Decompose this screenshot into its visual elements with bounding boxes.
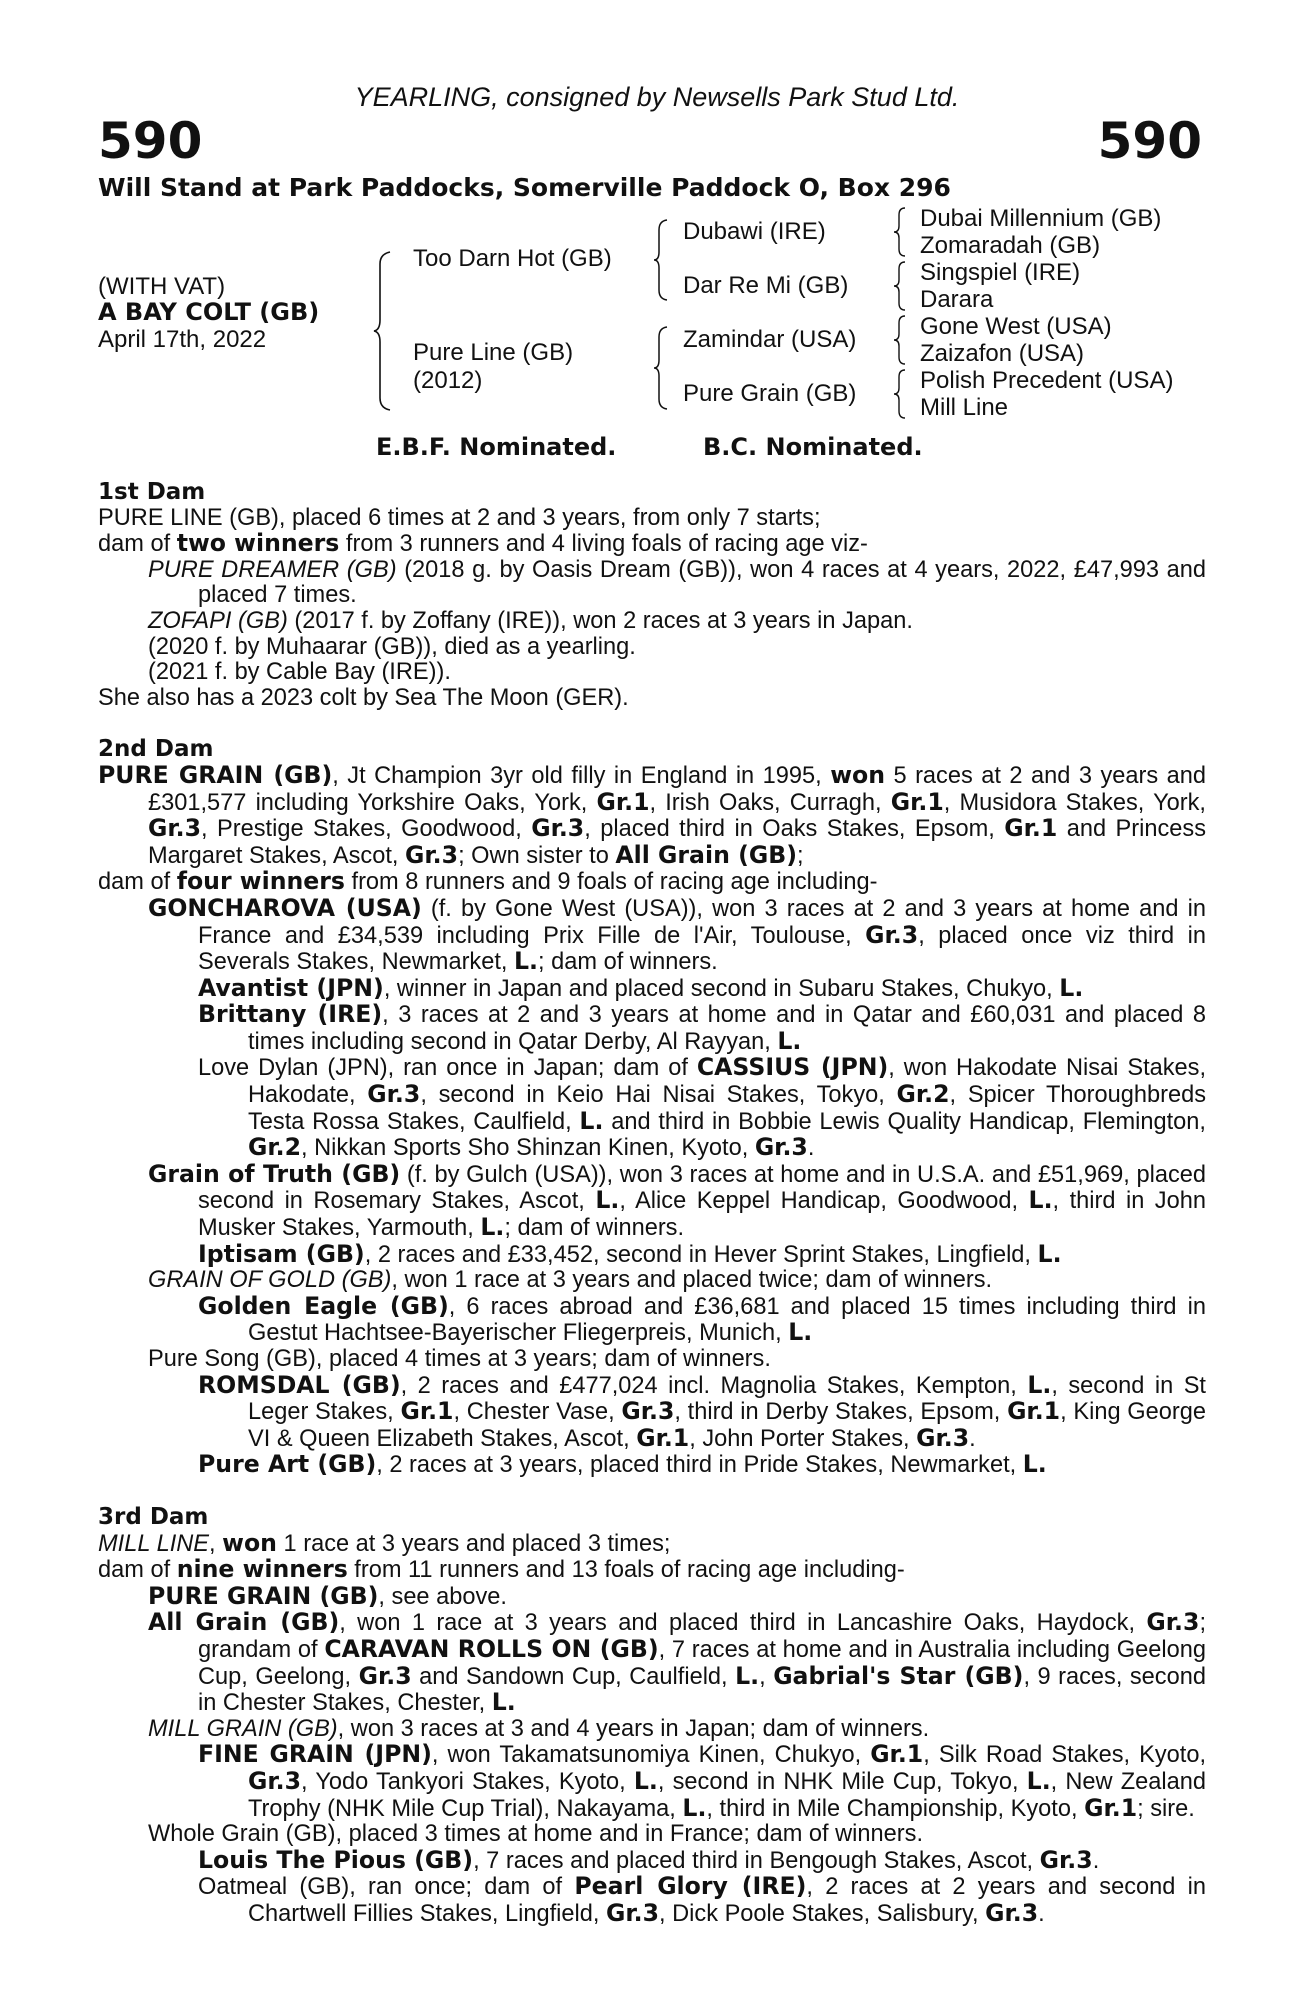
text-run: (f. by Gone West (USA)), won 3 races at 2 and 3 years at home and in France and £34,539 including Prix Fille de l'Air, Toulouse,: [198, 895, 1206, 949]
bold-run: Gr.3: [405, 840, 459, 869]
bold-run: Gr.3: [531, 814, 585, 843]
record-line: [98, 609, 1206, 635]
bold-run: Gr.1: [890, 787, 944, 816]
brace-gen3-3: [893, 314, 907, 366]
text-run: ,: [759, 1663, 774, 1690]
dam-dam: Pure Grain (GB): [683, 380, 857, 407]
text-run: dam of: [98, 869, 177, 896]
record-line: [98, 531, 1206, 558]
text-run: .: [1038, 1900, 1045, 1927]
bold-run: Gr.3: [358, 1661, 412, 1690]
bc-nominated: B.C. Nominated.: [703, 433, 923, 461]
record-line: [98, 869, 1206, 896]
lot-number-right: 590: [1097, 112, 1202, 170]
gen3-sdd: Darara: [920, 286, 994, 313]
record-line: [98, 1347, 1206, 1373]
bold-run: Gr.1: [1084, 1793, 1138, 1822]
sire: Too Darn Hot (GB): [413, 245, 612, 272]
bold-run: Gr.1: [400, 1397, 454, 1426]
ebf-nominated: E.B.F. Nominated.: [376, 433, 617, 461]
brace-gen3-1: [893, 206, 907, 258]
vat-note: (WITH VAT): [98, 273, 226, 300]
text-run: , third in Derby Stakes, Epsom,: [674, 1399, 1008, 1426]
bold-run: Gr.1: [596, 787, 650, 816]
text-run: , 2 races and £477,024 incl. Magnolia Stakes, Kempton,: [400, 1372, 1028, 1399]
text-run: from 8 runners and 9 foals of racing age including-: [344, 869, 878, 896]
bold-run: L.: [735, 1661, 760, 1690]
produce-record: [98, 480, 1206, 1927]
bold-run: L.: [1059, 973, 1084, 1002]
bold-run: L.: [788, 1318, 813, 1347]
text-run: Oatmeal (GB), ran once; dam of: [198, 1874, 575, 1901]
bold-run: Gr.3: [916, 1423, 970, 1452]
text-run: Pure Song (GB), placed 4 times at 3 years; dam of winners.: [148, 1346, 771, 1372]
text-run: , won 3 races at 3 and 4 years in Japan; dam of winners.: [337, 1715, 930, 1742]
lot-number-left: 590: [98, 112, 203, 170]
bold-run: Gr.3: [754, 1133, 808, 1162]
text-run: , Irish Oaks, Curragh,: [649, 789, 891, 816]
bold-run: Gr.3: [865, 920, 919, 949]
record-line: [98, 1845, 1206, 1875]
bold-run: Avantist (JPN): [198, 973, 384, 1002]
bold-run: ROMSDAL (GB): [198, 1370, 401, 1399]
bold-run: L.: [777, 1026, 802, 1055]
text-run: , Yodo Tankyori Stakes, Kyoto,: [301, 1768, 634, 1795]
bold-run: two winners: [176, 529, 340, 558]
dam-year: (2012): [413, 367, 483, 394]
gen3-sss: Dubai Millennium (GB): [920, 205, 1162, 232]
text-run: , 3 races at 2 and 3 years at home and in Qatar and £60,031 and placed 8 times including second in Qatar Derby, Al Rayyan,: [248, 1002, 1206, 1055]
bold-run: L.: [1027, 1370, 1052, 1399]
bold-run: Gr.3: [985, 1898, 1039, 1927]
bold-run: L.: [514, 947, 539, 976]
bold-run: Golden Eagle (GB): [198, 1291, 449, 1320]
bold-run: Gr.3: [367, 1080, 421, 1109]
record-line: [98, 1239, 1206, 1269]
bold-run: L.: [633, 1766, 658, 1795]
text-run: , second in NHK Mile Cup, Tokyo,: [657, 1768, 1027, 1795]
gen3-ssd: Zomaradah (GB): [920, 232, 1101, 259]
record-line: [98, 1528, 1206, 1558]
text-run: , winner in Japan and placed second in Subaru Stakes, Chukyo,: [383, 975, 1060, 1002]
bold-run: All Grain (GB): [148, 1608, 340, 1637]
text-run: ; sire.: [1137, 1795, 1195, 1822]
text-run: , won 1 race at 3 years and placed third in Lancashire Oaks, Haydock,: [339, 1610, 1147, 1637]
text-run: dam of: [98, 531, 177, 558]
bold-run: CARAVAN ROLLS ON (GB): [324, 1634, 659, 1663]
sire-dam-brace: [372, 250, 394, 412]
bold-run: Gr.1: [1007, 1397, 1061, 1426]
text-run: , Nikkan Sports Sho Shinzan Kinen, Kyoto,: [301, 1135, 755, 1162]
gen3-dsd: Zaizafon (USA): [920, 340, 1085, 367]
foaling-date: April 17th, 2022: [98, 326, 267, 353]
italic-run: PURE DREAMER (GB): [148, 556, 397, 583]
text-run: , second in Keio Hai Nisai Stakes, Tokyo,: [420, 1082, 897, 1109]
bold-run: L.: [579, 1106, 604, 1135]
record-line: [98, 660, 1206, 686]
record-line: [98, 1055, 1206, 1161]
bold-run: Gr.2: [896, 1080, 950, 1109]
italic-run: GRAIN OF GOLD (GB): [148, 1267, 392, 1294]
record-line: [98, 1159, 1206, 1242]
consignor-line: YEARLING, consigned by Newsells Park Stud Ltd.: [354, 82, 960, 112]
stand-location: Will Stand at Park Paddocks, Somerville Paddock O, Box 296: [98, 173, 951, 202]
record-line: [98, 1742, 1206, 1822]
bold-run: Brittany (IRE): [198, 1000, 383, 1029]
text-run: , second in St Leger Stakes,: [248, 1372, 1206, 1426]
text-run: , King George VI & Queen Elizabeth Stakes, Ascot,: [248, 1399, 1206, 1452]
text-run: 5 races at 2 and 3 years and £301,577 including Yorkshire Oaks, York,: [148, 762, 1206, 816]
bold-run: Pearl Glory (IRE): [574, 1872, 807, 1901]
sire-dam: Dar Re Mi (GB): [683, 272, 849, 299]
bold-run: L.: [1026, 1766, 1051, 1795]
bold-run: L.: [491, 1688, 516, 1717]
bold-run: Louis The Pious (GB): [198, 1845, 474, 1874]
record-line: [98, 1268, 1206, 1294]
gen3-dds: Polish Precedent (USA): [920, 367, 1174, 394]
record-line: [98, 1370, 1206, 1453]
brace-gen3-4: [893, 368, 907, 420]
text-run: , Spicer Thoroughbreds Testa Rossa Stakes, Caulfield,: [248, 1082, 1206, 1135]
text-run: (2018 g. by Oasis Dream (GB)), won 4 races at 4 years, 2022, £47,993 and placed 7 times.: [198, 556, 1206, 609]
text-run: , Jt Champion 3yr old filly in England in 1995,: [332, 762, 831, 789]
text-run: (f. by Gulch (USA)), won 3 races at home and in U.S.A. and £51,969, placed second in Rosemary Stakes, Ascot,: [198, 1161, 1206, 1215]
record-line: [98, 1452, 1206, 1479]
bold-run: Iptisam (GB): [198, 1239, 365, 1268]
bold-run: Gr.3: [1146, 1608, 1200, 1637]
text-run: , third in Mile Championship, Kyoto,: [706, 1795, 1085, 1822]
text-run: ; grandam of: [198, 1610, 1206, 1663]
text-run: , Alice Keppel Handicap, Goodwood,: [619, 1188, 1029, 1215]
record-line: [98, 1581, 1206, 1611]
horse-name: A BAY COLT (GB): [98, 298, 320, 326]
text-run: , 7 races at home and in Australia including Geelong Cup, Geelong,: [198, 1636, 1206, 1690]
text-run: , Musidora Stakes, York,: [943, 789, 1206, 816]
dam-sire: Zamindar (USA): [683, 326, 857, 353]
gen3-ddd: Mill Line: [920, 394, 1009, 421]
text-run: , 9 races, second in Chester Stakes, Chester,: [198, 1663, 1206, 1717]
bold-run: L.: [595, 1186, 620, 1215]
record-line: [98, 1557, 1206, 1584]
bold-run: Gr.1: [1004, 814, 1058, 843]
italic-run: ZOFAPI (GB): [148, 607, 288, 634]
record-line: [98, 558, 1206, 609]
text-run: and Sandown Cup, Caulfield,: [411, 1663, 736, 1690]
text-run: from 11 runners and 13 foals of racing age including-: [347, 1557, 905, 1584]
record-line: [98, 893, 1206, 976]
section-heading: 3rd Dam: [98, 1503, 209, 1530]
text-run: , New Zealand Trophy (NHK Mile Cup Trial), Nakayama,: [248, 1768, 1207, 1822]
record-line: [98, 686, 1206, 712]
record-line: [98, 506, 1206, 532]
gen3-dss: Gone West (USA): [920, 313, 1112, 340]
bold-run: Gr.3: [606, 1898, 660, 1927]
text-run: .: [807, 1135, 815, 1162]
text-run: Love Dylan (JPN), ran once in Japan; dam of: [198, 1055, 697, 1082]
dam-line-brace: [652, 325, 670, 411]
record-line: [98, 1822, 1206, 1848]
bold-run: GONCHAROVA (USA): [148, 893, 422, 922]
italic-run: MILL GRAIN (GB): [148, 1715, 338, 1742]
bold-run: L.: [1022, 1450, 1047, 1479]
text-run: , Prestige Stakes, Goodwood,: [201, 816, 532, 843]
section-heading: 1st Dam: [98, 479, 206, 505]
bold-run: four winners: [176, 867, 345, 896]
bold-run: won: [222, 1528, 277, 1557]
bold-run: FINE GRAIN (JPN): [198, 1740, 432, 1769]
text-run: from 3 runners and 4 living foals of racing age viz-: [339, 531, 868, 558]
bold-run: L.: [682, 1793, 707, 1822]
dam: Pure Line (GB): [413, 339, 574, 366]
text-run: , 7 races and placed third in Bengough Stakes, Ascot,: [473, 1847, 1040, 1874]
bold-run: won: [830, 760, 885, 789]
text-run: She also has a 2023 colt by Sea The Moon (GER).: [98, 684, 629, 711]
bold-run: PURE GRAIN (GB): [148, 1581, 379, 1610]
text-run: , won Hakodate Nisai Stakes, Hakodate,: [248, 1055, 1207, 1109]
text-run: ; dam of winners.: [504, 1215, 685, 1242]
record-line: [98, 635, 1206, 661]
text-run: Whole Grain (GB), placed 3 times at home and in France; dam of winners.: [148, 1821, 923, 1848]
text-run: , Silk Road Stakes, Kyoto,: [923, 1742, 1206, 1769]
text-run: , 2 races at 3 years, placed third in Pride Stakes, Newmarket,: [376, 1452, 1023, 1479]
record-line: [98, 760, 1206, 869]
bold-run: Gabrial's Star (GB): [773, 1661, 1024, 1690]
bold-run: L.: [1028, 1186, 1053, 1215]
gen3-sds: Singspiel (IRE): [920, 259, 1081, 286]
bold-run: Gr.1: [870, 1740, 924, 1769]
text-run: ; Own sister to: [458, 842, 616, 869]
text-run: , 6 races abroad and £36,681 and placed 15 times including third in Gestut Hachtsee-Bayerischer Fliegerpreis, Munich,: [248, 1293, 1206, 1347]
bold-run: Gr.1: [636, 1423, 690, 1452]
bold-run: L.: [480, 1213, 505, 1242]
text-run: 1 race at 3 years and placed 3 times;: [276, 1530, 671, 1557]
record-line: [98, 1874, 1206, 1927]
bold-run: Gr.3: [248, 1766, 302, 1795]
bold-run: Pure Art (GB): [198, 1450, 377, 1479]
bold-run: nine winners: [176, 1555, 348, 1584]
bold-run: Grain of Truth (GB): [148, 1159, 401, 1188]
bold-run: Gr.3: [148, 814, 202, 843]
text-run: PURE LINE (GB), placed 6 times at 2 and 3 years, from only 7 starts;: [98, 504, 821, 531]
text-run: dam of: [98, 1557, 177, 1584]
sire-line-brace: [652, 218, 670, 302]
text-run: , 2 races and £33,452, second in Hever Sprint Stakes, Lingfield,: [364, 1241, 1038, 1268]
record-line: [98, 1002, 1206, 1055]
text-run: ,: [209, 1530, 223, 1557]
text-run: .: [969, 1425, 976, 1452]
brace-gen3-2: [893, 260, 907, 312]
text-run: (2021 f. by Cable Bay (IRE)).: [148, 659, 451, 686]
record-line: [98, 1291, 1206, 1347]
bold-run: CASSIUS (JPN): [696, 1053, 889, 1082]
text-run: .: [1092, 1847, 1100, 1874]
text-run: ; dam of winners.: [538, 949, 718, 976]
bold-run: L.: [1037, 1239, 1062, 1268]
text-run: , placed once viz third in Severals Stakes, Newmarket,: [198, 922, 1206, 976]
bold-run: PURE GRAIN (GB): [98, 760, 333, 789]
record-line: [98, 973, 1206, 1003]
text-run: and Princess Margaret Stakes, Ascot,: [148, 816, 1206, 869]
text-run: , 2 races at 2 years and second in Chartwell Fillies Stakes, Lingfield,: [248, 1874, 1206, 1927]
bold-run: All Grain (GB): [615, 840, 797, 869]
text-run: , John Porter Stakes,: [689, 1425, 917, 1452]
text-run: , won Takamatsunomiya Kinen, Chukyo,: [431, 1742, 871, 1769]
bold-run: Gr.3: [1039, 1845, 1093, 1874]
text-run: , Dick Poole Stakes, Salisbury,: [659, 1900, 986, 1927]
text-run: (2020 f. by Muhaarar (GB)), died as a yearling.: [148, 633, 636, 660]
bold-run: Gr.2: [248, 1133, 302, 1162]
text-run: and third in Bobbie Lewis Quality Handicap, Flemington,: [603, 1108, 1206, 1135]
text-run: , third in John Musker Stakes, Yarmouth,: [198, 1188, 1206, 1242]
text-run: , won 1 race at 3 years and placed twice; dam of winners.: [391, 1267, 993, 1294]
text-run: (2017 f. by Zoffany (IRE)), won 2 races at 3 years in Japan.: [287, 607, 913, 634]
section-heading: 2nd Dam: [98, 736, 214, 763]
text-run: , see above.: [378, 1583, 507, 1610]
record-line: [98, 1610, 1206, 1716]
text-run: ;: [797, 842, 804, 869]
text-run: , Chester Vase,: [453, 1399, 622, 1426]
record-line: [98, 1717, 1206, 1743]
bold-run: Gr.3: [621, 1397, 675, 1426]
italic-run: MILL LINE: [98, 1530, 210, 1557]
text-run: , placed third in Oaks Stakes, Epsom,: [584, 816, 1005, 843]
sire-sire: Dubawi (IRE): [683, 218, 826, 245]
